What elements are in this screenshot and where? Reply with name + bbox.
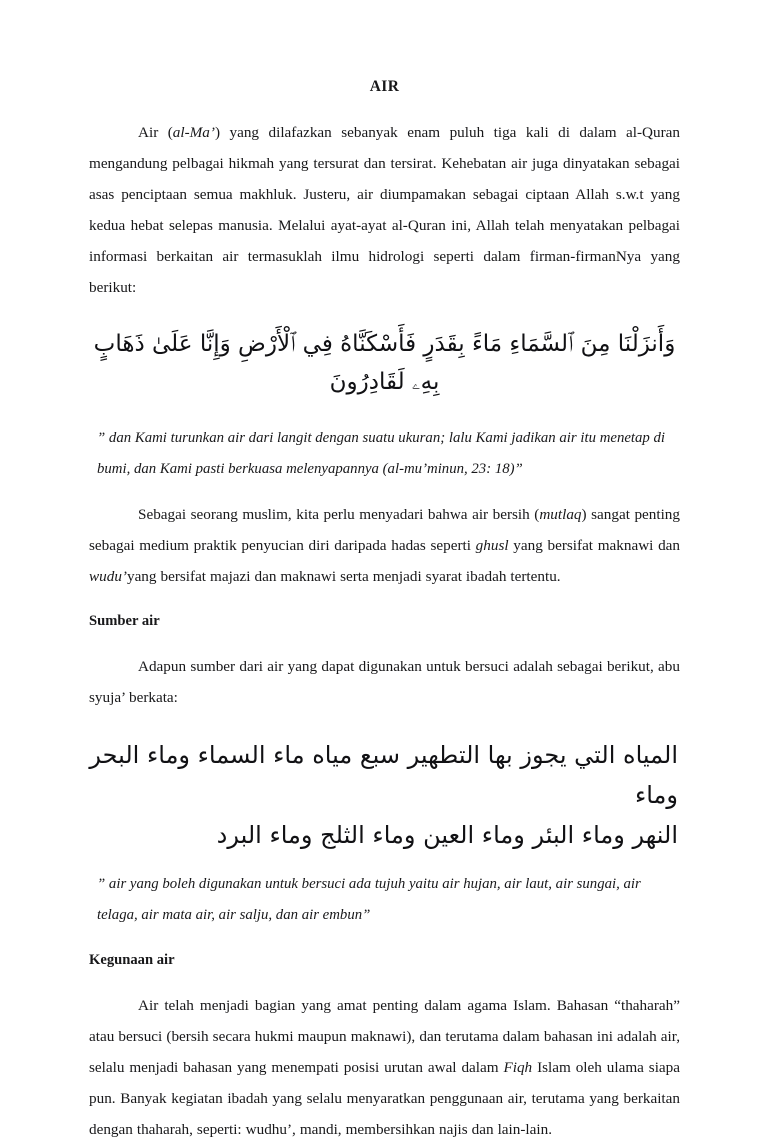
mutlaq-text-part1: Sebagai seorang muslim, kita perlu menyadari bahwa air bersih ( [138,505,540,523]
spacer-after-verse2 [89,855,680,869]
intro-text-part1: Air ( [138,123,173,141]
intro-text-part2: ) yang dilafazkan sebanyak enam puluh tiga kali di dalam al-Quran mengandung pelbagai hikmah yang tersurat dan tersirat. Kehebatan air juga dinyatakan sebagai asas penciptaan semua makhluk. Justeru, air diumpamakan sebagai ciptaan Allah s.w.t yang kedua hebat selepas manusia. Melalui ayat-ayat al-Quran ini, Allah telah menyatakan pelbagai informasi berkaitan air termasuklah ilmu hidrologi seperti dalam firman-firmanNya yang berikut: [89,123,680,296]
mutlaq-italic-mutlaq: mutlaq [539,505,582,523]
paragraph-mutlaq [89,499,680,592]
paragraph-sumber-intro: Adapun sumber dari air yang dapat digunakan untuk bersuci adalah sebagai berikut, abu syuja’ berkata: [89,657,680,706]
section-heading-sumber-air: Sumber air [89,612,160,629]
quran-verse-translation-1: ” dan Kami turunkan air dari langit dengan suatu ukuran; lalu Kami jadikan air itu menetap di bumi, dan Kami pasti berkuasa melenyapannya (al-mu’minun, 23: 18)” [97,429,666,477]
spacer-before-verse2 [89,713,680,735]
mutlaq-text-part3: yang bersifat maknawi dan [508,536,680,554]
spacer-before-verse1 [89,303,680,325]
spacer-after-sumber-heading [89,637,680,651]
kegunaan-italic-fiqh: Fiqh [503,1058,533,1076]
mutlaq-text-part4: yang bersifat majazi dan maknawi serta menjadi syarat ibadah tertentu. [126,567,561,585]
mutlaq-italic-ghusl: ghusl [475,536,509,554]
hadith-arabic-line-2: النهر وماء البئر وماء العين وماء الثلج وماء البرد [216,820,678,849]
kegunaan-text-part1: Air telah menjadi bagian yang amat penting dalam agama Islam. Bahasan “thaharah” atau bersuci (bersih secara hukmi maupun maknawi), dan terutama dalam bahasan ini adalah air, selalu menjadi bahasan yang menempati posisi urutan awal dalam [89,996,680,1076]
paragraph-intro [89,117,680,303]
hadith-arabic-line-1: المياه التي يجوز بها التطهير سبع مياه ماء السماء وماء البحر وماء [89,740,678,809]
page-title: AIR [369,78,400,95]
section-heading-kegunaan-air: Kegunaan air [89,951,175,968]
quran-verse-arabic-1: وَأَنزَلْنَا مِنَ ٱلسَّمَاءِ مَاءً بِقَدَرٍ فَأَسْكَنَّاهُ فِي ٱلْأَرْضِ وَإِنَّا عَلَىٰ ذَهَابٍ بِهِۦ لَقَادِرُونَ [93,330,676,395]
spacer-after-verse1 [89,401,680,423]
spacer-before-sumber-heading [89,592,680,606]
spacer-before-kegunaan-heading [89,931,680,945]
hadith-translation: ” air yang boleh digunakan untuk bersuci ada tujuh yaitu air hujan, air laut, air sungai, air telaga, air mata air, air salju, dan air embun” [97,875,641,923]
intro-italic-al-ma: al-Ma’ [172,123,215,141]
spacer-before-mutlaq [89,485,680,499]
mutlaq-italic-wudu: wudu’ [89,567,127,585]
paragraph-kegunaan [89,990,680,1145]
mutlaq-text-part2: ) sangat penting sebagai medium praktik penyucian diri daripada hadas seperti [89,505,680,554]
kegunaan-text-part2: Islam oleh ulama siapa pun. Banyak kegiatan ibadah yang selalu menyaratkan penggunaan air, terutama yang berkaitan dengan thaharah, seperti: wudhu’, mandi, membersihkan najis dan lain-lain. [89,1058,680,1138]
spacer-after-kegunaan-heading [89,976,680,990]
